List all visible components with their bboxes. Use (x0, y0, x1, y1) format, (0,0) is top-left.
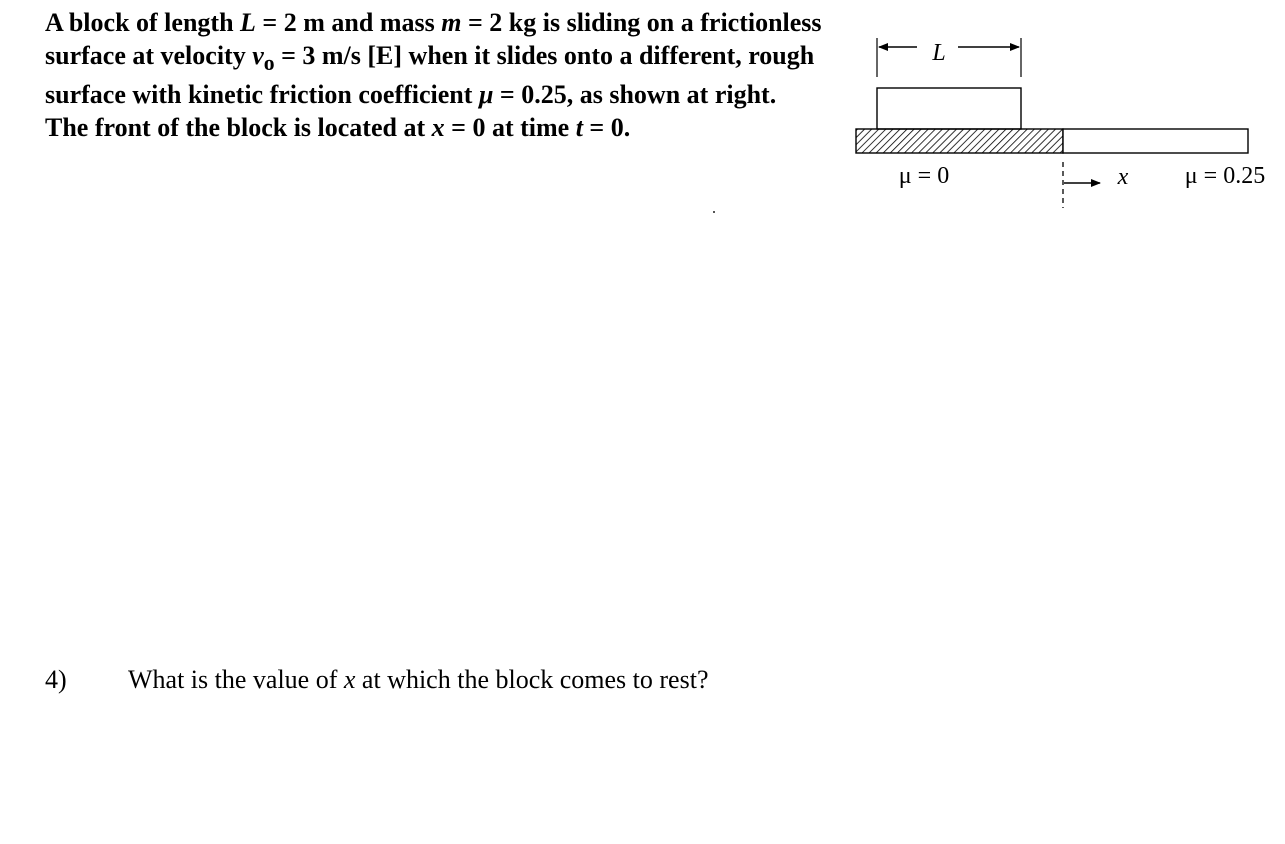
question-x-variable: x (343, 665, 356, 694)
problem-text-2: = 2 m and mass (255, 8, 442, 37)
problem-statement (45, 7, 825, 144)
problem-text-4: = 3 m/s [E] when it slides onto a different, rough surface with kinetic friction coefficient (45, 40, 815, 110)
frictionless-surface (856, 129, 1063, 153)
problem-text-1: A block of length (45, 8, 241, 37)
x-variable: x (431, 112, 445, 142)
time-variable: t (575, 112, 583, 142)
problem-text-7: = 0. (582, 112, 631, 142)
question-text-after: at which the block comes to rest? (355, 665, 709, 694)
velocity-variable: v (252, 40, 264, 70)
problem-text-3: = 2 kg is sliding on a frictionless surface at velocity (45, 8, 822, 70)
mu-zero-label: μ = 0 (898, 163, 950, 189)
rough-surface (1063, 129, 1248, 153)
mu-rough-label: μ = 0.25 (1184, 163, 1266, 189)
length-label: L (932, 40, 946, 66)
question-4 (45, 663, 708, 697)
friction-diagram (850, 30, 1280, 220)
mass-variable: m (441, 8, 462, 37)
problem-text-6: = 0 at time (444, 112, 576, 142)
x-axis-label: x (1117, 164, 1129, 190)
stray-mark (713, 211, 715, 213)
sliding-block (877, 88, 1021, 129)
length-variable: L (240, 8, 256, 37)
question-text-before: What is the value of (128, 665, 344, 694)
mu-variable: μ (478, 80, 494, 110)
question-number: 4) (45, 665, 67, 694)
friction-diagram-svg (850, 30, 1280, 220)
problem-text-5: = 0.25, as shown at right. The front of the block is located at (45, 80, 777, 142)
velocity-subscript: o (263, 50, 275, 75)
